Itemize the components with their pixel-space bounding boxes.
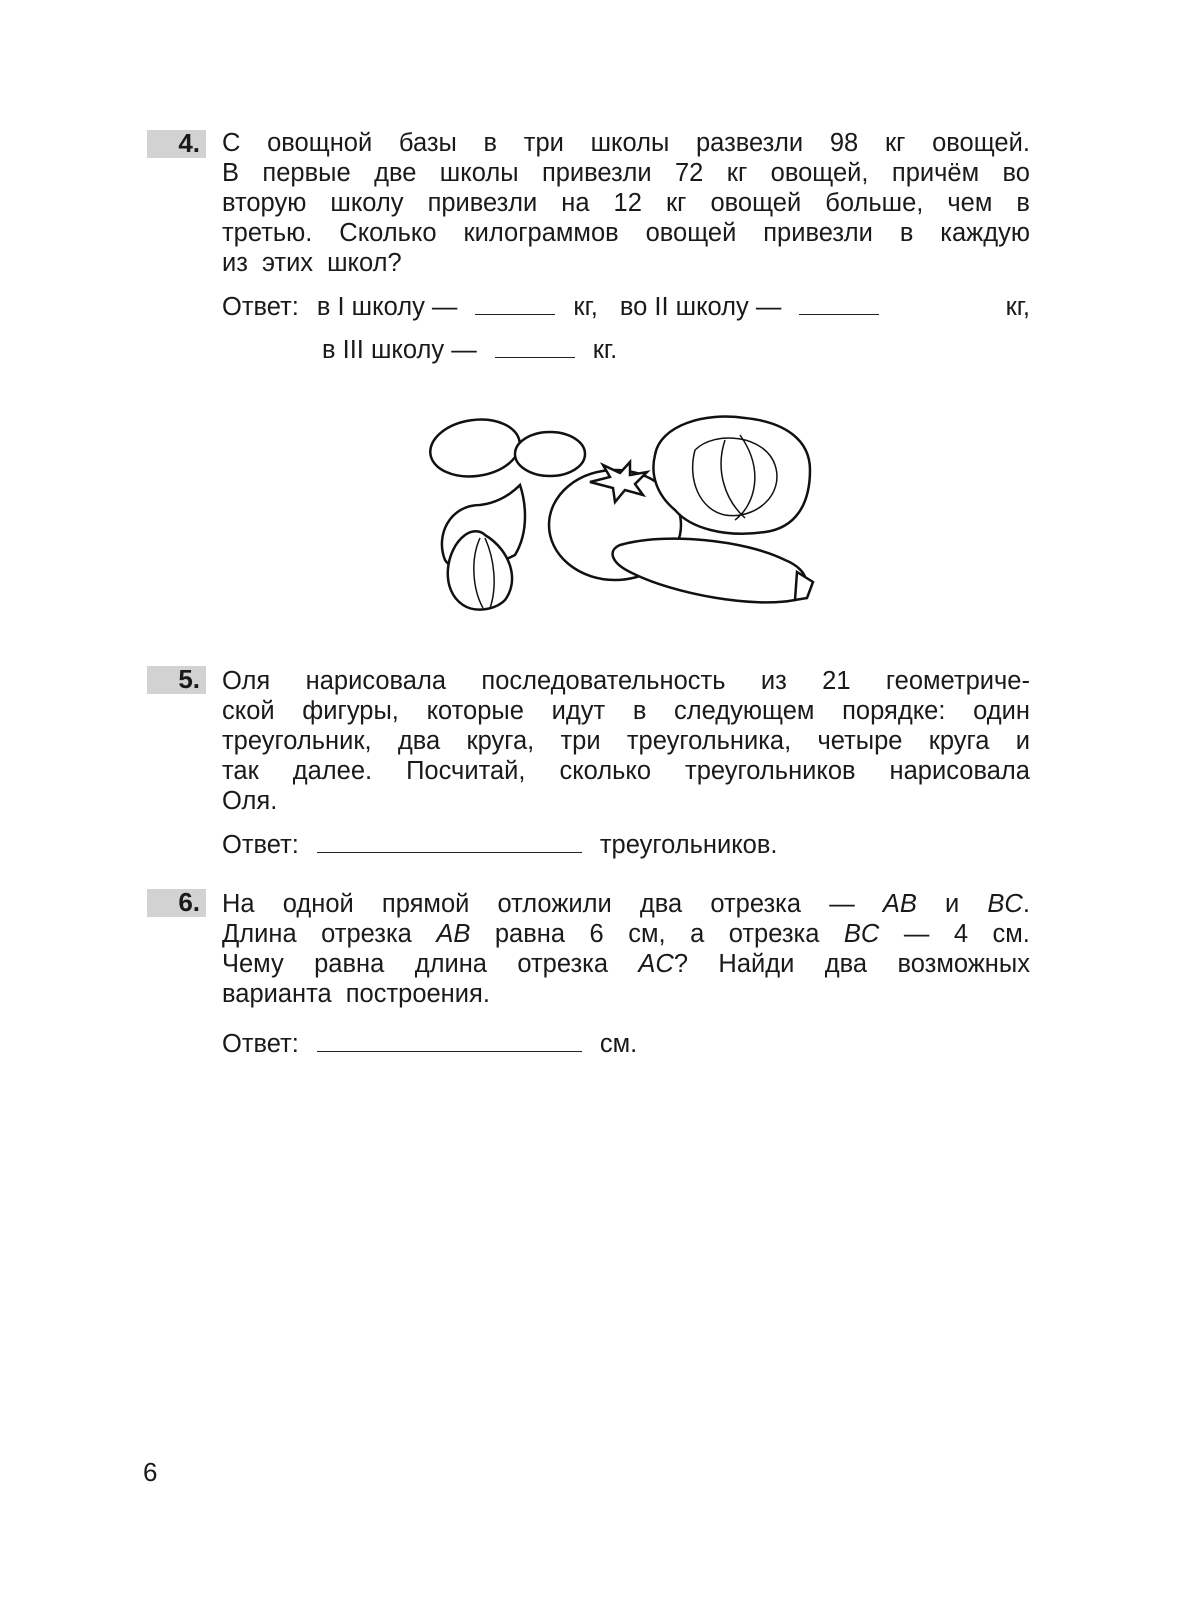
word: [262, 248, 313, 278]
answer-row: [222, 335, 1030, 365]
word: [222, 158, 239, 188]
text-line: [222, 218, 1030, 248]
answer-blank[interactable]: [317, 830, 582, 853]
word-text: Найди: [718, 950, 795, 978]
word-text: вторую: [222, 189, 307, 217]
word-text: одной: [282, 890, 354, 918]
answer-blank[interactable]: [317, 1029, 582, 1052]
word: [293, 756, 372, 786]
word-text: равна: [494, 920, 566, 948]
text-line: [222, 128, 1030, 158]
word-text: 12: [613, 189, 642, 217]
word: [552, 696, 606, 726]
word-text: причём: [891, 159, 980, 187]
word-text: фигуры,: [302, 697, 399, 725]
segment-name: AB: [882, 890, 917, 918]
word: [973, 696, 1030, 726]
answer-label: Ответ:: [222, 293, 299, 321]
word-text: и: [945, 890, 960, 918]
word: [222, 666, 270, 696]
task-number-badge: [147, 889, 206, 917]
task-number-badge: [147, 130, 206, 158]
word: [675, 158, 703, 188]
word-text: отрезка: [710, 890, 802, 918]
word-text: следующем: [674, 697, 815, 725]
word: [484, 128, 498, 158]
word-text: 6: [589, 920, 604, 948]
word-text: так: [222, 757, 259, 785]
word: [710, 188, 801, 218]
word-text: —: [829, 890, 855, 918]
word-text: отложили: [497, 890, 612, 918]
word: [685, 756, 856, 786]
word: [524, 128, 564, 158]
word-text: На: [222, 890, 255, 918]
word: [517, 949, 608, 979]
word: [842, 696, 945, 726]
word-text: нарисовала: [889, 757, 1030, 785]
word-text: больше,: [825, 189, 924, 217]
word: [327, 248, 402, 278]
word: [463, 218, 618, 248]
word-text: треугольник,: [222, 727, 372, 755]
word-text: ской: [222, 697, 275, 725]
word: [993, 919, 1030, 949]
word: [495, 919, 565, 949]
word-text: в: [483, 129, 498, 157]
word: [932, 128, 1030, 158]
word-text: а: [690, 920, 705, 948]
word-text: 4: [953, 920, 969, 948]
text-line: [222, 979, 1030, 1009]
word: [718, 949, 794, 979]
word: [222, 979, 332, 1009]
word: [830, 128, 858, 158]
answer-label: Ответ:: [222, 1030, 299, 1058]
word-text: кг: [726, 159, 748, 187]
word-text: во: [1002, 159, 1030, 187]
word: [638, 949, 688, 979]
word: [321, 919, 412, 949]
word-text: треугольника,: [626, 727, 792, 755]
word-text: длина: [414, 950, 487, 978]
word: [892, 158, 979, 188]
word-text: и: [1015, 727, 1030, 755]
word: [346, 979, 490, 1009]
answer-unit: кг,: [1005, 293, 1030, 321]
punctuation: .: [1022, 890, 1030, 918]
word: [398, 726, 440, 756]
text-line: [222, 786, 1030, 816]
word-text: из: [760, 667, 787, 695]
answer-row: [222, 830, 1030, 860]
word: [646, 218, 737, 248]
word: [466, 726, 534, 756]
word: [1016, 188, 1030, 218]
text-line: [222, 696, 1030, 726]
word: [904, 919, 930, 949]
punctuation: ?: [673, 950, 689, 978]
word-text: привезли: [763, 219, 873, 247]
word: [945, 889, 959, 919]
word: [222, 786, 277, 816]
word-text: круга: [928, 727, 990, 755]
task-number-badge: [147, 666, 206, 694]
word-text: Посчитай,: [406, 757, 526, 785]
word: [987, 889, 1030, 919]
word: [1016, 726, 1030, 756]
word: [590, 919, 604, 949]
word-text: далее.: [292, 757, 373, 785]
word: [883, 889, 917, 919]
word: [542, 158, 652, 188]
word: [674, 696, 814, 726]
word-text: Оля: [222, 667, 271, 695]
word: [222, 218, 312, 248]
word-text: на: [561, 189, 590, 217]
vegetables-illustration: [425, 410, 820, 620]
word-text: круга,: [466, 727, 535, 755]
word: [314, 949, 384, 979]
word-text: три: [560, 727, 601, 755]
word: [627, 726, 791, 756]
word: [897, 949, 1030, 979]
word: [559, 756, 651, 786]
segment-name: BC: [843, 920, 880, 948]
task-number: 4.: [178, 128, 200, 158]
word: [561, 726, 601, 756]
answer-blank-2[interactable]: [799, 292, 879, 315]
word: [498, 889, 612, 919]
word-text: сколько: [559, 757, 652, 785]
word: [710, 889, 801, 919]
word: [382, 889, 469, 919]
task-4: [147, 130, 1030, 365]
answer-unit: см.: [599, 1030, 638, 1058]
word: [825, 188, 923, 218]
word-text: две: [374, 159, 417, 187]
word: [415, 949, 487, 979]
word-text: 98: [829, 129, 859, 157]
answer-part: в III школу —: [322, 336, 477, 364]
word: [222, 756, 259, 786]
word-text: чем: [947, 189, 993, 217]
word-text: овощей.: [932, 129, 1030, 157]
word-text: школу: [330, 189, 404, 217]
onion-icon: [442, 485, 525, 610]
word: [929, 726, 990, 756]
word-text: отрезка: [728, 920, 820, 948]
task-number: 5.: [178, 664, 200, 694]
answer-blank-1[interactable]: [475, 292, 555, 315]
word-text: Оля.: [222, 787, 278, 815]
word-text: два: [639, 890, 683, 918]
word: [222, 919, 297, 949]
word: [900, 218, 914, 248]
answer-blank-3[interactable]: [495, 335, 575, 358]
word-text: три: [523, 129, 564, 157]
word-text: треугольников: [685, 757, 856, 785]
word: [436, 919, 470, 949]
word: [222, 696, 275, 726]
word-text: нарисовала: [305, 667, 447, 695]
word: [690, 919, 704, 949]
segment-name: BC: [987, 890, 1023, 918]
word-text: равна: [314, 950, 385, 978]
word: [886, 666, 1030, 696]
word: [222, 726, 372, 756]
answer-row: [222, 1029, 1030, 1059]
word-text: в: [632, 697, 647, 725]
word-text: привезли: [541, 159, 652, 187]
word: [222, 889, 255, 919]
word: [628, 919, 665, 949]
word: [666, 188, 686, 218]
word-text: каждую: [940, 219, 1030, 247]
word-text: Сколько: [339, 219, 437, 247]
word-text: отрезка: [321, 920, 412, 948]
word: [222, 248, 248, 278]
word-text: овощной: [267, 129, 373, 157]
word: [222, 188, 306, 218]
word: [330, 188, 403, 218]
word: [561, 188, 589, 218]
word-text: 72: [675, 159, 704, 187]
text-line: [222, 949, 1030, 979]
word: [729, 919, 820, 949]
task-number: 6.: [178, 887, 200, 917]
word-text: прямой: [381, 890, 470, 918]
word-text: в: [899, 219, 914, 247]
word-text: школ?: [327, 249, 402, 277]
word: [1003, 158, 1030, 188]
word: [374, 158, 416, 188]
answer-unit: треугольников.: [599, 831, 778, 859]
word-text: третью.: [222, 219, 313, 247]
text-line: [222, 248, 1030, 278]
word: [262, 158, 350, 188]
word-text: один: [973, 697, 1030, 725]
task-5: [147, 666, 1030, 860]
word: [591, 128, 670, 158]
word: [727, 158, 747, 188]
word: [302, 696, 399, 726]
text-line: [222, 666, 1030, 696]
word-text: школы: [439, 159, 519, 187]
word-text: см,: [628, 920, 666, 948]
word: [222, 949, 284, 979]
word-text: варианта: [222, 980, 332, 1008]
word-text: овощей: [710, 189, 802, 217]
word: [283, 889, 354, 919]
answer-label: Ответ:: [222, 831, 299, 859]
word: [696, 128, 803, 158]
word-text: из: [222, 249, 248, 277]
word-text: четыре: [817, 727, 903, 755]
word-text: привезли: [427, 189, 538, 217]
word-text: —: [903, 920, 930, 948]
word-text: Длина: [222, 920, 297, 948]
word-text: построения.: [345, 980, 490, 1008]
word: [954, 919, 968, 949]
text-line: [222, 919, 1030, 949]
word: [761, 666, 787, 696]
word-text: школы: [590, 129, 670, 157]
task-6: [147, 889, 1030, 1059]
task-text: [222, 889, 1030, 1009]
word-text: отрезка: [517, 950, 609, 978]
word-text: килограммов: [463, 219, 619, 247]
word-text: последовательность: [481, 667, 726, 695]
task-text: [222, 666, 1030, 816]
word-text: идут: [551, 697, 606, 725]
word: [614, 188, 642, 218]
word: [427, 696, 524, 726]
text-line: [222, 889, 1030, 919]
word-text: кг: [884, 129, 906, 157]
word: [817, 726, 902, 756]
word: [222, 128, 240, 158]
word: [844, 919, 879, 949]
word-text: два: [397, 727, 441, 755]
answer-unit: кг.: [592, 336, 618, 364]
word-text: возможных: [897, 950, 1030, 978]
word: [399, 128, 457, 158]
word-text: Чему: [222, 950, 284, 978]
text-line: [222, 726, 1030, 756]
word: [339, 218, 436, 248]
potato-icon: [427, 414, 585, 482]
word-text: два: [824, 950, 868, 978]
word-text: этих: [261, 249, 314, 277]
word: [940, 218, 1030, 248]
word-text: овощей: [645, 219, 737, 247]
word: [633, 696, 647, 726]
answer-part: в I школу —: [316, 293, 458, 321]
text-line: [222, 756, 1030, 786]
word: [825, 949, 867, 979]
answer-part: во II школу —: [619, 293, 782, 321]
word-text: первые: [262, 159, 351, 187]
word-text: порядке:: [842, 697, 946, 725]
word-text: развезли: [696, 129, 804, 157]
segment-name: AB: [436, 920, 471, 948]
word-text: геометриче-: [885, 667, 1030, 695]
word: [406, 756, 525, 786]
word: [306, 666, 446, 696]
word-text: кг: [665, 189, 687, 217]
word: [440, 158, 519, 188]
text-line: [222, 188, 1030, 218]
word-text: 21: [822, 667, 851, 695]
word-text: С: [222, 129, 241, 157]
task-text: [222, 128, 1030, 278]
word: [428, 188, 538, 218]
word-text: овощей,: [770, 159, 869, 187]
word: [267, 128, 372, 158]
word: [829, 889, 855, 919]
word: [640, 889, 682, 919]
word: [481, 666, 725, 696]
word: [822, 666, 850, 696]
segment-name: AC: [638, 950, 674, 978]
word: [771, 158, 869, 188]
word: [890, 756, 1030, 786]
word-text: в: [1016, 189, 1030, 217]
carrot-icon: [613, 539, 813, 603]
word-text: которые: [426, 697, 524, 725]
word: [885, 128, 905, 158]
answer-unit: кг,: [573, 293, 598, 321]
text-line: [222, 158, 1030, 188]
answer-row: [222, 292, 1030, 322]
word-text: см.: [992, 920, 1030, 948]
word: [763, 218, 873, 248]
page-number: 6: [143, 1457, 158, 1487]
word-text: В: [222, 159, 240, 187]
word-text: базы: [398, 129, 457, 157]
word: [947, 188, 992, 218]
